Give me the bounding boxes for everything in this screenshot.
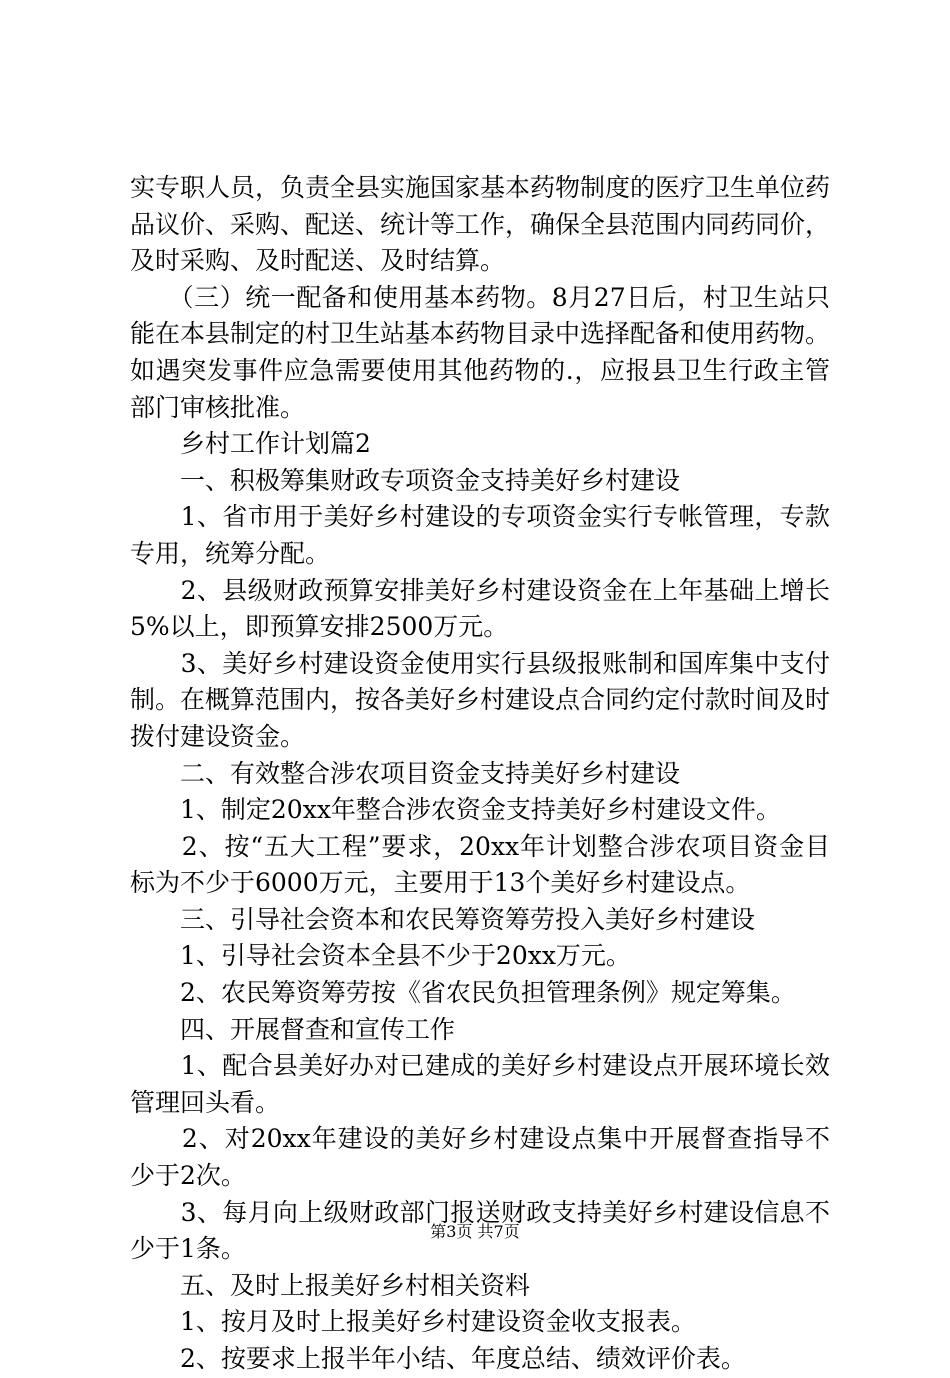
list-item: 2、按“五大工程”要求，20xx年计划整合涉农项目资金目标为不少于6000万元，主要用于13个美好乡村建设点。 bbox=[130, 831, 830, 898]
list-item: 3、美好乡村建设资金使用实行县级报账制和国库集中支付制。在概算范围内，按各美好乡村建设点合同约定付款时间及时拨付建设资金。 bbox=[130, 648, 831, 751]
list-item: 2、县级财政预算安排美好乡村建设资金在上年基础上增长5%以上，即预算安排2500万元。 bbox=[130, 575, 830, 642]
document-body bbox=[130, 170, 830, 1378]
paragraph: （三）统一配备和使用基本药物。8月27日后，村卫生站只能在本县制定的村卫生站基本药物目录中选择配备和使用药物。如遇突发事件应急需要使用其他药物的.，应报县卫生行政主管部门审核批准。 bbox=[130, 282, 831, 422]
list-item: 2、按要求上报半年小结、年度总结、绩效评价表。 bbox=[130, 1344, 746, 1373]
section-heading: 三、引导社会资本和农民筹资筹劳投入美好乡村建设 bbox=[130, 904, 756, 934]
page-number: 第3页 共7页 bbox=[430, 1222, 520, 1241]
list-item: 3、每月向上级财政部门报送财政支持美好乡村建设信息不少于1条。 bbox=[130, 1197, 830, 1264]
section-heading: 一、积极筹集财政专项资金支持美好乡村建设 bbox=[130, 465, 681, 495]
list-item: 1、制定20xx年整合涉农资金支持美好乡村建设文件。 bbox=[130, 795, 781, 825]
section-title: 乡村工作计划篇2 bbox=[130, 429, 371, 459]
paragraph: 实专职人员，负责全县实施国家基本药物制度的医疗卫生单位药品议价、采购、配送、统计等工作，确保全县范围内同药同价，及时采购、及时配送、及时结算。 bbox=[130, 173, 831, 276]
list-item: 1、省市用于美好乡村建设的专项资金实行专帐管理，专款专用，统筹分配。 bbox=[130, 502, 830, 568]
section-heading: 二、有效整合涉农项目资金支持美好乡村建设 bbox=[130, 758, 681, 788]
list-item: 1、按月及时上报美好乡村建设资金收支报表。 bbox=[130, 1307, 696, 1337]
list-item: 2、农民筹资筹劳按《省农民负担管理条例》规定筹集。 bbox=[130, 978, 796, 1008]
section-heading: 四、开展督查和宣传工作 bbox=[130, 1014, 456, 1044]
list-item: 2、对20xx年建设的美好乡村建设点集中开展督查指导不少于2次。 bbox=[130, 1124, 830, 1191]
list-item: 1、引导社会资本全县不少于20xx万元。 bbox=[130, 941, 631, 971]
section-heading: 五、及时上报美好乡村相关资料 bbox=[130, 1270, 531, 1300]
list-item: 1、配合县美好办对已建成的美好乡村建设点开展环境长效管理回头看。 bbox=[130, 1051, 830, 1117]
